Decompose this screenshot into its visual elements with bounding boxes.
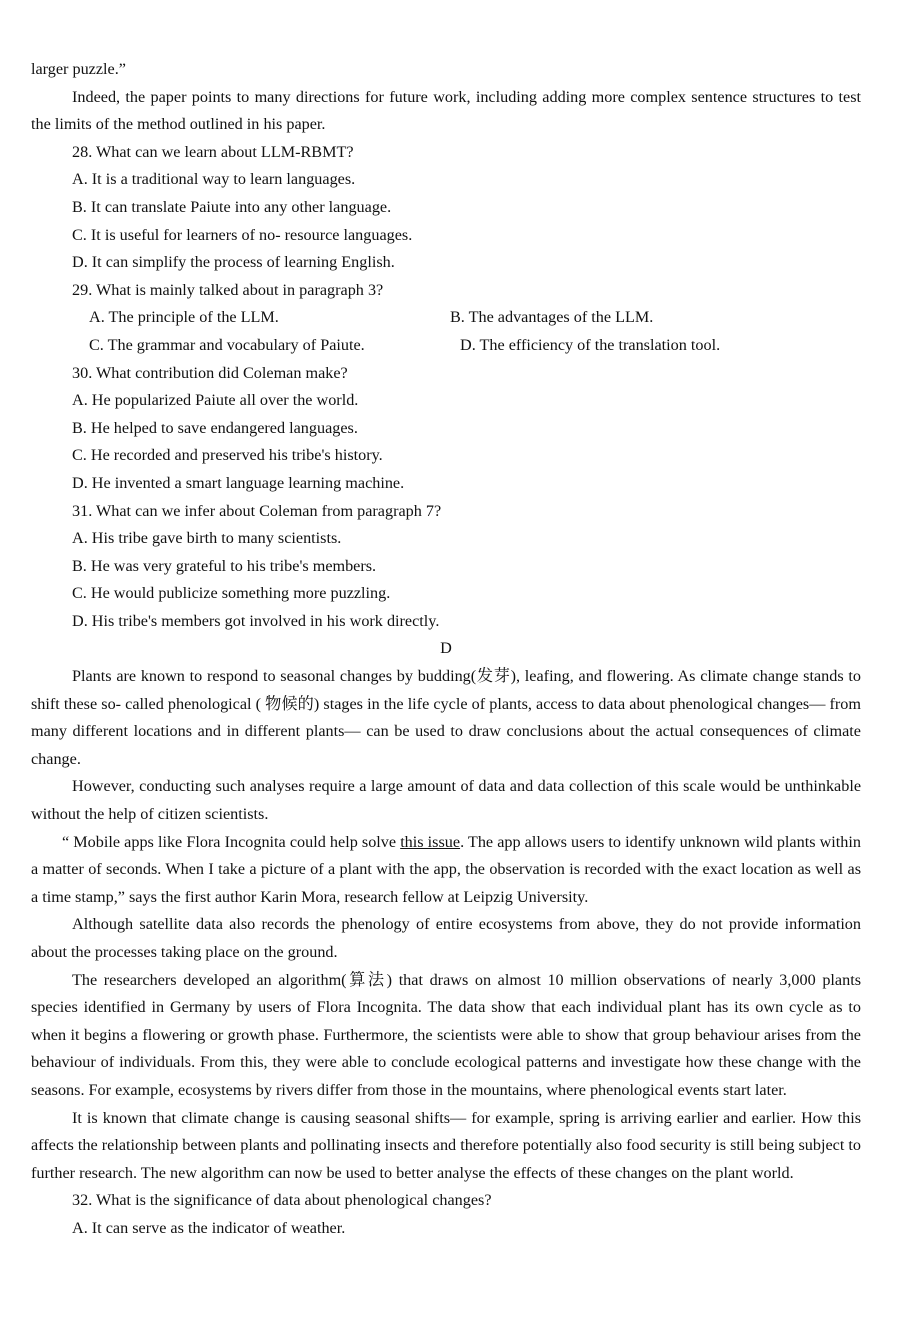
question-stem: 30. What contribution did Coleman make? xyxy=(72,363,348,382)
option-d: D. His tribe's members got involved in his work directly. xyxy=(72,611,440,630)
passage-paragraph-1: Plants are known to respond to seasonal changes by budding(发芽), leafing, and flowering. As climate change stands to shift these so- called phenological ( 物候的) stages in the life cycle of plants, access to data about phenological changes— from many different locations and in different plants— can be used to draw conclusions about the actual consequences of climate change. xyxy=(31,667,861,768)
option-c: C. It is useful for learners of no- resource languages. xyxy=(72,225,413,244)
passage-paragraph-3 xyxy=(31,829,861,912)
option-c: C. The grammar and vocabulary of Paiute. xyxy=(89,335,365,354)
paragraph-future-work: Indeed, the paper points to many directions for future work, including adding more complex sentence structures to test the limits of the method outlined in his paper. xyxy=(31,87,861,134)
option-c: C. He would publicize something more puzzling. xyxy=(72,584,391,603)
section-heading: D xyxy=(440,639,452,658)
option-a: A. It can serve as the indicator of weather. xyxy=(72,1218,346,1237)
option-a: A. His tribe gave birth to many scientists. xyxy=(72,529,342,548)
option-c: C. He recorded and preserved his tribe's history. xyxy=(72,446,383,465)
option-row xyxy=(31,332,861,360)
option-a: A. The principle of the LLM. xyxy=(89,308,279,327)
passage-d xyxy=(31,663,861,1187)
option-a: A. He popularized Paiute all over the world. xyxy=(72,391,359,410)
option-b: B. The advantages of the LLM. xyxy=(450,308,654,327)
question-28 xyxy=(31,139,861,277)
passage-paragraph-2: However, conducting such analyses require a large amount of data and data collection of this scale would be unthinkable without the help of citizen scientists. xyxy=(31,777,861,824)
passage-paragraph-6: It is known that climate change is causing seasonal shifts— for example, spring is arriving earlier and earlier. How this affects the relationship between plants and pollinating insects and therefore potentially also food security is still being subject to further research. The new algorithm can now be used to better analyse the effects of these changes on the plant world. xyxy=(31,1108,861,1182)
option-b: B. It can translate Paiute into any other language. xyxy=(72,197,392,216)
question-stem: 29. What is mainly talked about in paragraph 3? xyxy=(72,280,384,299)
continuation-text: larger puzzle.” xyxy=(31,60,126,78)
question-32 xyxy=(31,1187,861,1242)
question-29 xyxy=(31,277,861,360)
option-a: A. It is a traditional way to learn languages. xyxy=(72,170,356,189)
option-d: D. It can simplify the process of learning English. xyxy=(72,253,395,272)
document-page xyxy=(31,56,861,1243)
question-stem: 32. What is the significance of data about phenological changes? xyxy=(72,1191,492,1210)
paragraph-3-rest: . The app allows users to identify unknown wild plants within a matter of seconds. When I take a picture of a plant with the app, the observation is recorded with the exact location as well as a time stamp,” says the first author Karin Mora, research fellow at Leipzig University. xyxy=(31,832,861,906)
underlined-phrase: this issue xyxy=(400,832,461,851)
question-31 xyxy=(31,498,861,636)
option-d: D. He invented a smart language learning machine. xyxy=(72,473,405,492)
question-stem: 31. What can we infer about Coleman from paragraph 7? xyxy=(72,501,442,520)
option-b: B. He was very grateful to his tribe's members. xyxy=(72,556,377,575)
paragraph-3-lead: “ Mobile apps like Flora Incognita could help solve xyxy=(62,832,401,851)
option-row xyxy=(31,304,861,332)
passage-paragraph-5: The researchers developed an algorithm(算法) that draws on almost 10 million observations of nearly 3,000 plants species identified in Germany by users of Flora Incognita. The data show that each individual plant has its own cycle as to when it begins a flowering or growth phase. Furthermore, the scientists were able to show that group behaviour arises from the behaviour of individuals. From this, they were able to conclude ecological patterns and investigate how these change with the seasons. For example, ecosystems by rivers differ from those in the mountains, where phenological events start later. xyxy=(31,970,861,1099)
question-30 xyxy=(31,360,861,498)
option-b: B. He helped to save endangered languages. xyxy=(72,418,358,437)
option-d: D. The efficiency of the translation tool. xyxy=(460,335,721,354)
passage-paragraph-4: Although satellite data also records the phenology of entire ecosystems from above, they do not provide information about the processes taking place on the ground. xyxy=(31,915,861,961)
question-stem: 28. What can we learn about LLM-RBMT? xyxy=(72,142,354,161)
